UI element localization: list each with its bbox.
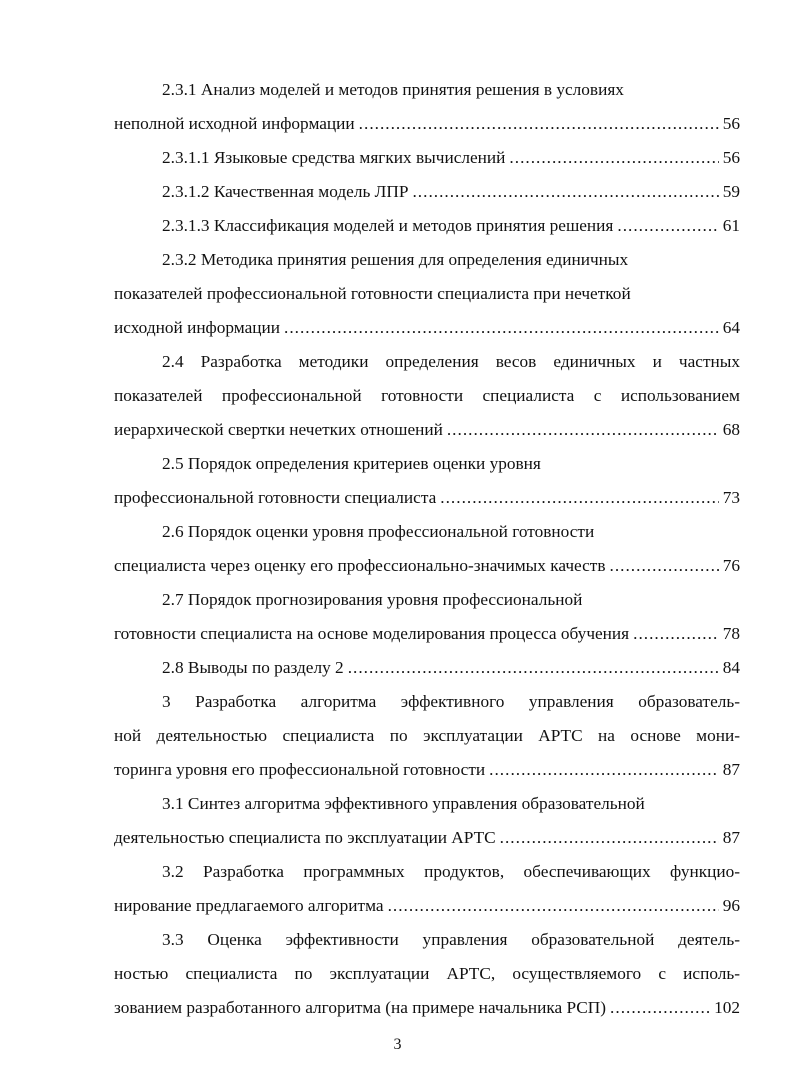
dot-leader [500,826,719,850]
toc-entry-2-3-1-1: 2.3.1.1 Языковые средства мягких вычислений ..... 56 [114,146,740,180]
page-ref: 61 [722,216,740,235]
toc-entry-2-3-1-3: 2.3.1.3 Классификация моделей и методов принятия решения ..... 61 [114,214,740,248]
toc-entry-2-4-line1: 2.4 Разработка методики определения весов единичных и частных [162,352,740,371]
toc-entry-2-3-2-line3: исходной информации ..... 64 [114,316,740,350]
page-ref: 64 [722,318,740,337]
dot-leader [509,146,718,170]
toc-entry-2-6-line1: 2.6 Порядок оценки уровня профессиональной готовности [162,522,595,541]
page-ref: 78 [722,624,740,643]
page-ref: 56 [722,148,740,167]
dot-leader [610,554,719,578]
toc-entry-2-4-line2: показателей профессиональной готовности специалиста с использованием [114,386,740,405]
dot-leader [388,894,719,918]
toc-entry-3-1-line1: 3.1 Синтез алгоритма эффективного управления образовательной [162,794,645,813]
toc-entry-3-2-line2: нирование предлагаемого алгоритма ..... 96 [114,894,740,928]
page-ref: 87 [722,828,740,847]
page-ref: 56 [722,114,740,133]
toc-entry-2-5-line2: профессиональной готовности специалиста ..... 73 [114,486,740,520]
toc-entry-3-line1: 3 Разработка алгоритма эффективного управления образователь- [162,692,740,711]
toc-entry-3-2-line1: 3.2 Разработка программных продуктов, обеспечивающих функцио- [162,862,740,881]
page-ref: 68 [722,420,740,439]
toc-entry-2-7-line1: 2.7 Порядок прогнозирования уровня профессиональной [162,590,583,609]
toc-entry-2-3-1-line2: неполной исходной информации ..... 56 [114,112,740,146]
toc-entry-3-line2: ной деятельностью специалиста по эксплуатации АРТС на основе мони- [114,726,740,745]
page-ref: 73 [722,488,740,507]
dot-leader [359,112,719,136]
page-ref: 59 [722,182,740,201]
dot-leader [412,180,718,204]
toc-entry-2-5-line1: 2.5 Порядок определения критериев оценки уровня [162,454,541,473]
toc-entry-3-line3: торинга уровня его профессиональной готовности ..... 87 [114,758,740,792]
dot-leader [284,316,719,340]
toc-entry-2-3-1-line1: 2.3.1 Анализ моделей и методов принятия решения в условиях [162,80,624,99]
dot-leader [348,656,719,680]
dot-leader [440,486,718,510]
toc-entry-2-4-line3: иерархической свертки нечетких отношений ..... 68 [114,418,740,452]
toc-entry-3-3-line3: зованием разработанного алгоритма (на примере начальника РСП) ..... 102 [114,996,740,1030]
toc-entry-2-8: 2.8 Выводы по разделу 2 ..... 84 [114,656,740,690]
dot-leader [447,418,719,442]
toc-entry-3-1-line2: деятельностью специалиста по эксплуатации АРТС ..... 87 [114,826,740,860]
dot-leader [617,214,718,238]
dot-leader [610,996,710,1020]
dot-leader [489,758,719,782]
page-ref: 76 [722,556,740,575]
toc-entry-2-3-2-line1: 2.3.2 Методика принятия решения для определения единичных [162,250,629,269]
page-ref: 84 [722,658,740,677]
toc-entry-2-3-1-2: 2.3.1.2 Качественная модель ЛПР ..... 59 [114,180,740,214]
toc-entry-3-3-line2: ностью специалиста по эксплуатации АРТС, осуществляемого с исполь- [114,964,740,983]
table-of-contents [114,78,740,1030]
toc-entry-3-3-line1: 3.3 Оценка эффективности управления образовательной деятель- [162,930,740,949]
toc-entry-2-7-line2: готовности специалиста на основе моделирования процесса обучения ..... 78 [114,622,740,656]
page-ref: 87 [722,760,740,779]
toc-entry-2-3-2-line2: показателей профессиональной готовности специалиста при нечеткой [114,284,631,303]
page-number: 3 [393,1036,402,1053]
toc-entry-2-6-line2: специалиста через оценку его профессионально-значимых качеств ..... 76 [114,554,740,588]
dot-leader [633,622,719,646]
page-ref: 102 [714,998,740,1017]
page-ref: 96 [722,896,740,915]
